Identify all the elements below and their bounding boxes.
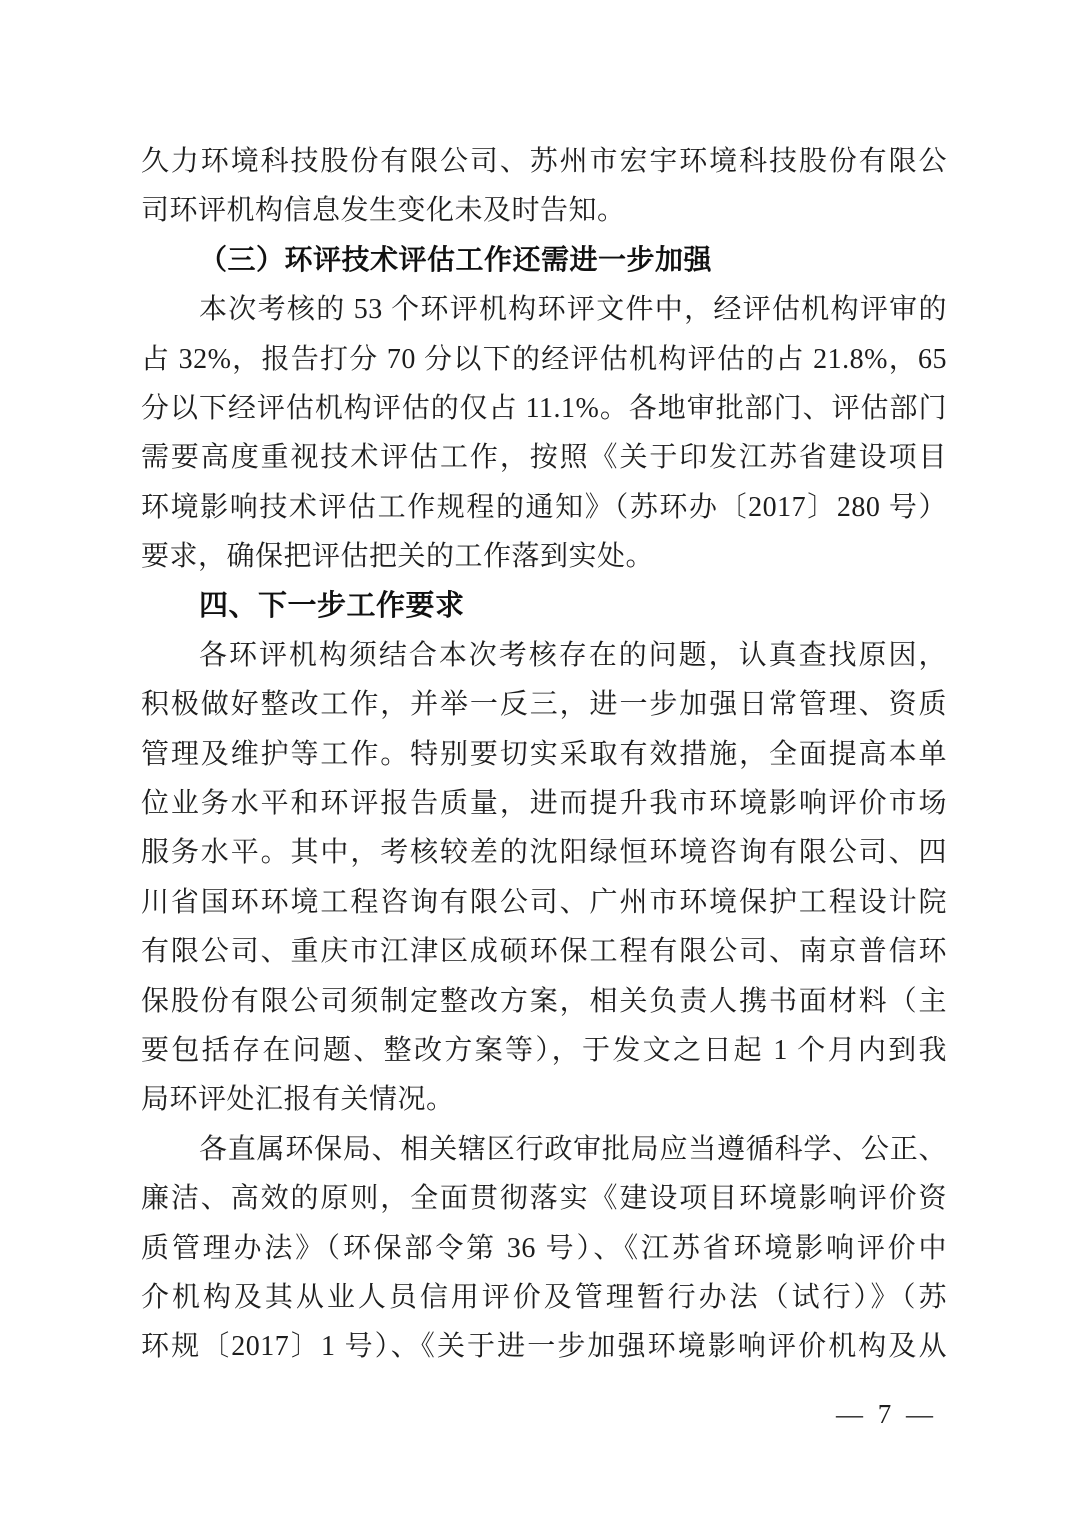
text-line: 需要高度重视技术评估工作，按照《关于印发江苏省建设项目: [141, 442, 947, 474]
text-line: 介机构及其从业人员信用评价及管理暂行办法（试行）》（苏: [141, 1281, 947, 1313]
text-line: 环境影响技术评估工作规程的通知》（苏环办〔2017〕280 号）: [141, 491, 947, 523]
text-line: 各环评机构须结合本次考核存在的问题，认真查找原因，: [199, 639, 947, 671]
text-line: 局环评处汇报有关情况。: [141, 1084, 455, 1116]
text-line: 有限公司、重庆市江津区成硕环保工程有限公司、南京普信环: [141, 936, 947, 968]
text-line: 环规〔2017〕1 号）、《关于进一步加强环境影响评价机构及从: [141, 1331, 947, 1363]
text-line: 积极做好整改工作，并举一反三，进一步加强日常管理、资质: [141, 689, 947, 721]
text-line: 分以下经评估机构评估的仅占 11.1%。各地审批部门、评估部门: [141, 392, 947, 424]
document-body: [141, 137, 947, 1372]
text-line: 占 32%，报告打分 70 分以下的经评估机构评估的占 21.8%，65: [141, 343, 947, 375]
text-line: 各直属环保局、相关辖区行政审批局应当遵循科学、公正、: [199, 1133, 947, 1165]
section-heading: 四、下一步工作要求: [199, 589, 465, 622]
section-heading: （三）环评技术评估工作还需进一步加强: [199, 244, 713, 276]
page-number: — 7 —: [836, 1399, 937, 1429]
text-line: 司环评机构信息发生变化未及时告知。: [141, 195, 626, 227]
text-line: 质管理办法》（环保部令第 36 号）、《江苏省环境影响评价中: [141, 1232, 947, 1264]
text-line: 要包括存在问题、整改方案等），于发文之日起 1 个月内到我: [141, 1035, 947, 1067]
text-line: 廉洁、高效的原则，全面贯彻落实《建设项目环境影响评价资: [141, 1183, 947, 1215]
text-line: 久力环境科技股份有限公司、苏州市宏宇环境科技股份有限公: [141, 146, 947, 177]
text-line: 本次考核的 53 个环评机构环评文件中，经评估机构评审的: [199, 294, 947, 326]
text-line: 要求，确保把评估把关的工作落到实处。: [141, 541, 655, 573]
text-line: 服务水平。其中，考核较差的沈阳绿恒环境咨询有限公司、四: [141, 837, 947, 869]
text-line: 位业务水平和环评报告质量，进而提升我市环境影响评价市场: [141, 788, 947, 820]
text-line: 川省国环环境工程咨询有限公司、广州市环境保护工程设计院: [141, 886, 947, 918]
text-line: 保股份有限公司须制定整改方案，相关负责人携书面材料（主: [141, 985, 947, 1017]
text-line: 管理及维护等工作。特别要切实采取有效措施，全面提高本单: [141, 738, 947, 770]
